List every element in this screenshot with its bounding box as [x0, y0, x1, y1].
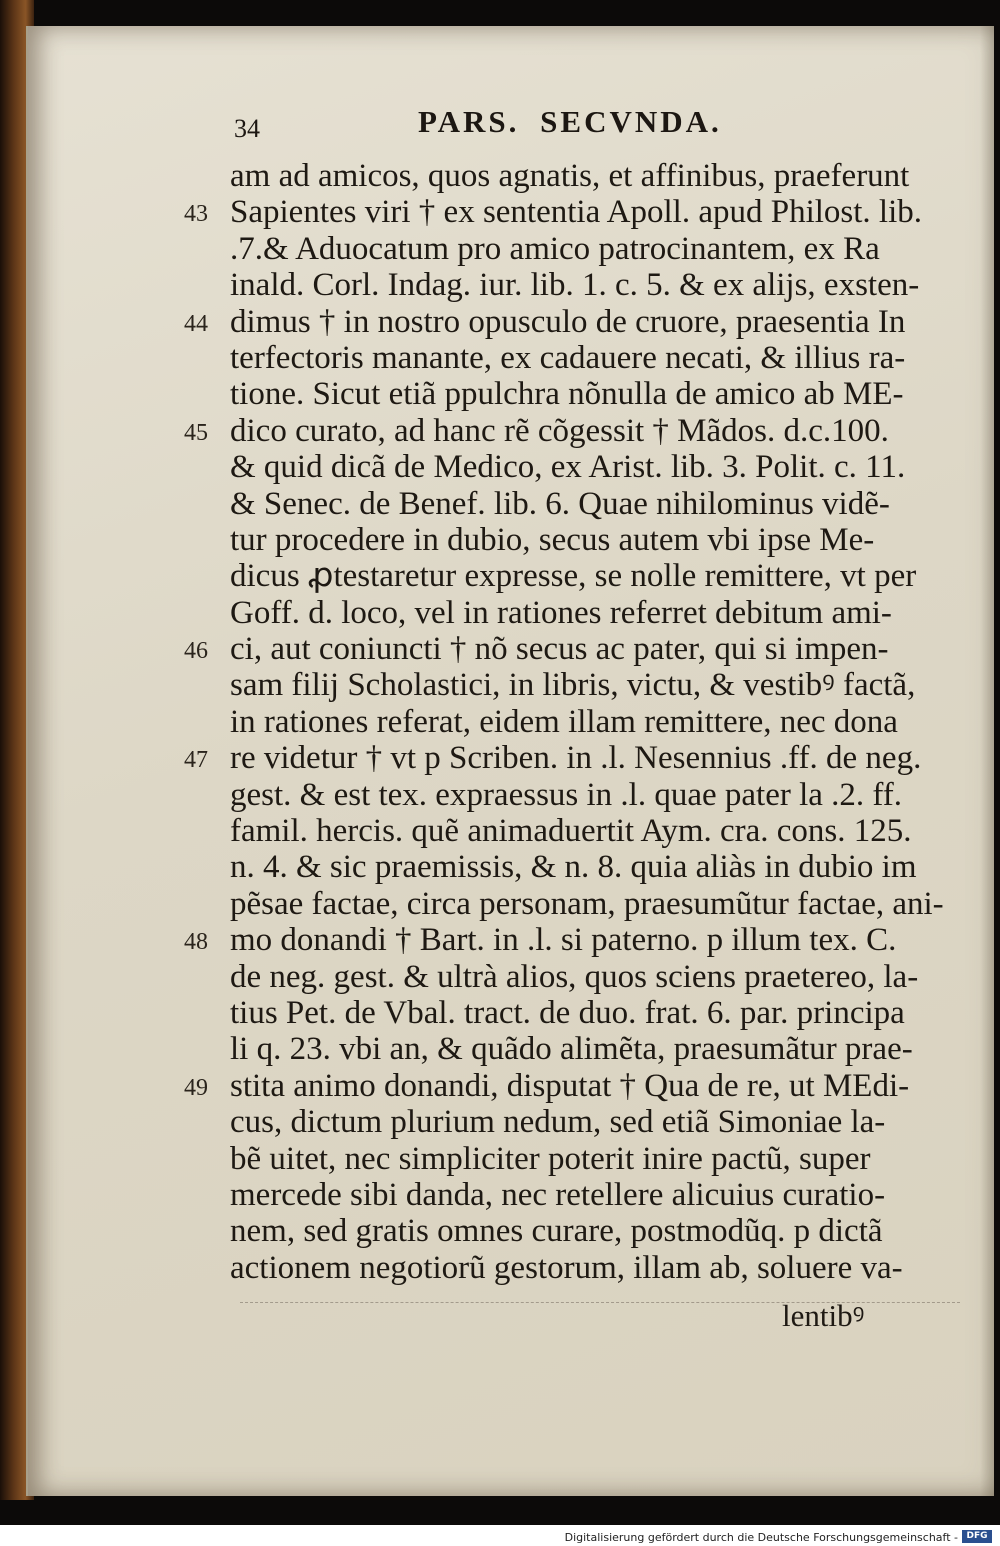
margin-number: 49 [184, 1074, 208, 1101]
line-text: stita animo donandi, disputat † Qua de re, ut MEdi- [230, 1067, 910, 1104]
text-line [184, 1177, 954, 1213]
line-text: dico curato, ad hanc rẽ cõgessit † Mãdos. d.c.100. [230, 412, 889, 449]
text-block [184, 158, 954, 1286]
text-line [184, 631, 954, 667]
margin-number: 44 [184, 310, 208, 337]
text-line [184, 413, 954, 449]
text-line [184, 486, 954, 522]
line-text: & Senec. de Benef. lib. 6. Quae nihilominus vidẽ- [230, 485, 890, 522]
line-text: bẽ uitet, nec simpliciter poterit inire pactũ, super [230, 1140, 871, 1177]
line-text: am ad amicos, quos agnatis, et affinibus, praeferunt [230, 158, 910, 194]
line-text: actionem negotiorũ gestorum, illam ab, soluere va- [230, 1249, 903, 1286]
line-text: in rationes referat, eidem illam remittere, nec dona [230, 703, 898, 740]
text-line [184, 959, 954, 995]
running-head-title: PARS. SECVNDA. [418, 104, 722, 139]
catchword: lentibꝰ [782, 1298, 865, 1333]
dfg-logo-icon: DFG [962, 1530, 992, 1543]
text-line [184, 1141, 954, 1177]
text-line [184, 1031, 954, 1067]
text-line [184, 1250, 954, 1286]
line-text: famil. hercis. quẽ animaduertit Aym. cra. cons. 125. [230, 813, 912, 850]
line-text: tius Pet. de Vbal. tract. de duo. frat. 6. par. principa [230, 994, 905, 1031]
line-text: gest. & est tex. expraessus in .l. quae pater la .2. ff. [230, 776, 903, 813]
line-text: dicus ꝓtestaretur expresse, se nolle remittere, vt per [230, 558, 917, 595]
text-line [184, 813, 954, 849]
line-text: .7.& Aduocatum pro amico patrocinantem, ex Ra [230, 230, 880, 267]
margin-number: 47 [184, 747, 208, 774]
line-text: cus, dictum plurium nedum, sed etiã Simoniae la- [230, 1104, 886, 1141]
line-text: li q. 23. vbi an, & quãdo alimẽta, praesumãtur prae- [230, 1031, 913, 1068]
text-line [184, 558, 954, 594]
line-text: de neg. gest. & ultrà alios, quos sciens praetereo, la- [230, 958, 919, 995]
text-line [184, 595, 954, 631]
line-text: nem, sed gratis omnes curare, postmodũq. p dictã [230, 1213, 883, 1250]
text-line [184, 1213, 954, 1249]
line-text: pẽsae factae, circa personam, praesumũtur factae, ani- [230, 885, 944, 922]
page-edge-shadow [980, 26, 994, 1496]
text-line [184, 849, 954, 885]
text-line [184, 704, 954, 740]
text-line [184, 267, 954, 303]
text-line [184, 194, 954, 230]
line-text: ci, aut coniuncti † nõ secus ac pater, qui si impen- [230, 631, 889, 668]
text-line [184, 158, 954, 194]
line-text: terfectoris manante, ex cadauere necati, & illius ra- [230, 339, 906, 376]
line-text: Sapientes viri † ex sententia Apoll. apud Philost. lib. [230, 194, 923, 231]
text-line [184, 995, 954, 1031]
page-number: 34 [234, 114, 260, 143]
text-line [184, 922, 954, 958]
text-line [184, 1068, 954, 1104]
text-line [184, 449, 954, 485]
text-line [184, 886, 954, 922]
text-line [184, 376, 954, 412]
text-line [184, 340, 954, 376]
text-line [184, 231, 954, 267]
line-text: inald. Corl. Indag. iur. lib. 1. c. 5. & ex alijs, exsten- [230, 267, 920, 304]
text-line [184, 740, 954, 776]
line-text: mercede sibi danda, nec retellere alicuius curatio- [230, 1176, 886, 1213]
line-text: dimus † in nostro opusculo de cruore, praesentia In [230, 303, 906, 340]
footer-credit: Digitalisierung gefördert durch die Deutsche Forschungsgemeinschaft - [564, 1531, 958, 1544]
text-line [184, 1104, 954, 1140]
running-head [234, 104, 874, 148]
margin-number: 43 [184, 201, 208, 228]
line-text: n. 4. & sic praemissis, & n. 8. quia aliàs in dubio im [230, 849, 917, 886]
line-text: Goff. d. loco, vel in rationes referret debitum ami- [230, 594, 892, 631]
line-text: re videtur † vt p Scriben. in .l. Nesennius .ff. de neg. [230, 740, 922, 777]
line-text: tur procedere in dubio, secus autem vbi ipse Me- [230, 521, 875, 558]
line-text: tione. Sicut etiã ppulchra nõnulla de amico ab ME- [230, 376, 904, 413]
margin-number: 46 [184, 638, 208, 665]
margin-number: 48 [184, 929, 208, 956]
text-line [184, 667, 954, 703]
line-text: & quid dicã de Medico, ex Arist. lib. 3. Polit. c. 11. [230, 449, 906, 486]
line-text: mo donandi † Bart. in .l. si paterno. p illum tex. C. [230, 922, 897, 959]
text-line [184, 304, 954, 340]
line-text: sam filij Scholastici, in libris, victu, & vestibꝰ factã, [230, 667, 916, 704]
margin-number: 45 [184, 419, 208, 446]
text-line [184, 522, 954, 558]
text-line [184, 777, 954, 813]
